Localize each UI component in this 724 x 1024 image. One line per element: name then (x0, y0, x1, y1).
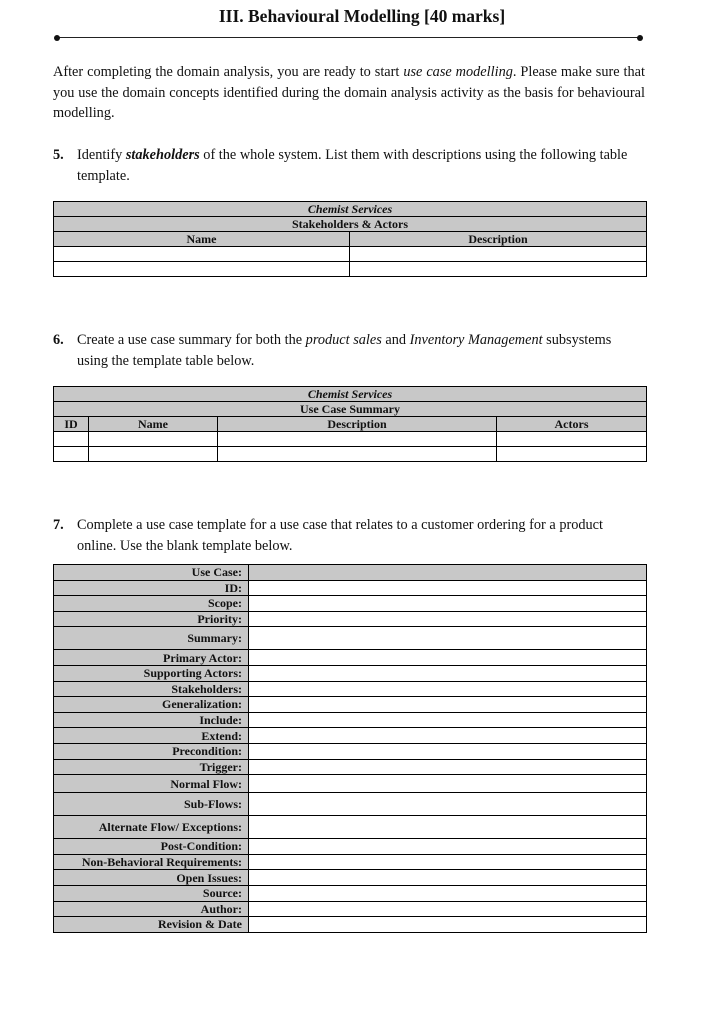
template-field-value[interactable] (249, 759, 647, 775)
table1-subtitle: Stakeholders & Actors (54, 217, 647, 232)
template-field-value[interactable] (249, 793, 647, 816)
template-row (54, 596, 647, 612)
template-row (54, 580, 647, 596)
template-row (54, 885, 647, 901)
template-field-value[interactable] (249, 854, 647, 870)
table-cell[interactable] (218, 447, 497, 462)
table-row (54, 447, 647, 462)
table-cell[interactable] (350, 262, 647, 277)
template-field-value[interactable] (249, 681, 647, 697)
template-row (54, 759, 647, 775)
template-field-label: Generalization: (54, 697, 249, 713)
template-field-value[interactable] (249, 775, 647, 793)
template-field-value[interactable] (249, 728, 647, 744)
table-cell[interactable] (350, 247, 647, 262)
template-field-label: Alternate Flow/ Exceptions: (54, 816, 249, 839)
template-field-label: Sub-Flows: (54, 793, 249, 816)
table-row (54, 247, 647, 262)
template-field-label: Primary Actor: (54, 650, 249, 666)
template-field-value[interactable] (249, 743, 647, 759)
template-field-value[interactable] (249, 650, 647, 666)
template-field-label: Normal Flow: (54, 775, 249, 793)
template-field-value[interactable] (249, 839, 647, 855)
table-row (54, 432, 647, 447)
template-row (54, 917, 647, 933)
template-field-label: Use Case: (54, 565, 249, 581)
intro-paragraph: After completing the domain analysis, you are ready to start use case modelling. Please make sure that you use the domain concepts identified during the domain analysis activity as the basis for behavioural modelling. (53, 64, 645, 121)
template-row (54, 728, 647, 744)
template-row (54, 816, 647, 839)
table-cell[interactable] (54, 262, 350, 277)
table-cell[interactable] (54, 447, 89, 462)
title-rule (57, 37, 640, 38)
template-field-value[interactable] (249, 697, 647, 713)
table2-header-name: Name (89, 417, 218, 432)
template-field-value[interactable] (249, 665, 647, 681)
template-row (54, 712, 647, 728)
template-row (54, 775, 647, 793)
template-row (54, 565, 647, 581)
question-7: 7. Complete a use case template for a use case that relates to a customer ordering for a product online. Use the blank template below. (53, 517, 603, 554)
table2-subtitle: Use Case Summary (54, 402, 647, 417)
template-field-label: Precondition: (54, 743, 249, 759)
template-field-label: Source: (54, 885, 249, 901)
template-field-value[interactable] (249, 917, 647, 933)
template-field-value[interactable] (249, 901, 647, 917)
table-cell[interactable] (218, 432, 497, 447)
template-row (54, 839, 647, 855)
template-field-label: Open Issues: (54, 870, 249, 886)
use-case-summary-table (53, 386, 647, 462)
use-case-template-table (53, 564, 647, 933)
template-field-value[interactable] (249, 816, 647, 839)
template-field-label: Extend: (54, 728, 249, 744)
template-field-label: ID: (54, 580, 249, 596)
section-title: III. Behavioural Modelling [40 marks] (218, 6, 506, 26)
table-cell[interactable] (497, 432, 647, 447)
template-field-value[interactable] (249, 580, 647, 596)
table2-header-actors: Actors (497, 417, 647, 432)
template-field-value[interactable] (249, 611, 647, 627)
template-field-value[interactable] (249, 712, 647, 728)
table-cell[interactable] (497, 447, 647, 462)
template-field-label: Author: (54, 901, 249, 917)
template-row (54, 697, 647, 713)
table2-header-description: Description (218, 417, 497, 432)
template-field-label: Priority: (54, 611, 249, 627)
template-row (54, 901, 647, 917)
table1-header-name: Name (54, 232, 350, 247)
template-field-label: Include: (54, 712, 249, 728)
template-field-label: Non-Behavioral Requirements: (54, 854, 249, 870)
table1-title: Chemist Services (54, 202, 647, 217)
table-cell[interactable] (89, 447, 218, 462)
question-6: 6. Create a use case summary for both the product sales and Inventory Management subsystems using the template table below. (53, 332, 612, 369)
rule-dot-right (637, 35, 643, 41)
template-row (54, 681, 647, 697)
template-row (54, 650, 647, 666)
template-field-label: Scope: (54, 596, 249, 612)
template-row (54, 611, 647, 627)
table-cell[interactable] (54, 247, 350, 262)
template-field-value[interactable] (249, 565, 647, 581)
template-field-label: Stakeholders: (54, 681, 249, 697)
template-row (54, 627, 647, 650)
template-field-label: Trigger: (54, 759, 249, 775)
rule-dot-left (54, 35, 60, 41)
table-cell[interactable] (54, 432, 89, 447)
template-field-value[interactable] (249, 627, 647, 650)
question-5: 5. Identify stakeholders of the whole system. List them with descriptions using the following table template. (53, 147, 628, 184)
template-field-label: Supporting Actors: (54, 665, 249, 681)
table1-header-description: Description (350, 232, 647, 247)
template-field-value[interactable] (249, 870, 647, 886)
template-row (54, 854, 647, 870)
template-field-label: Summary: (54, 627, 249, 650)
template-field-label: Post-Condition: (54, 839, 249, 855)
template-row (54, 743, 647, 759)
template-field-value[interactable] (249, 596, 647, 612)
table2-header-id: ID (54, 417, 89, 432)
template-field-value[interactable] (249, 885, 647, 901)
table-row (54, 262, 647, 277)
template-row (54, 870, 647, 886)
template-row (54, 665, 647, 681)
template-row (54, 793, 647, 816)
stakeholders-table (53, 201, 647, 277)
table2-title: Chemist Services (54, 387, 647, 402)
template-field-label: Revision & Date (54, 917, 249, 933)
table-cell[interactable] (89, 432, 218, 447)
